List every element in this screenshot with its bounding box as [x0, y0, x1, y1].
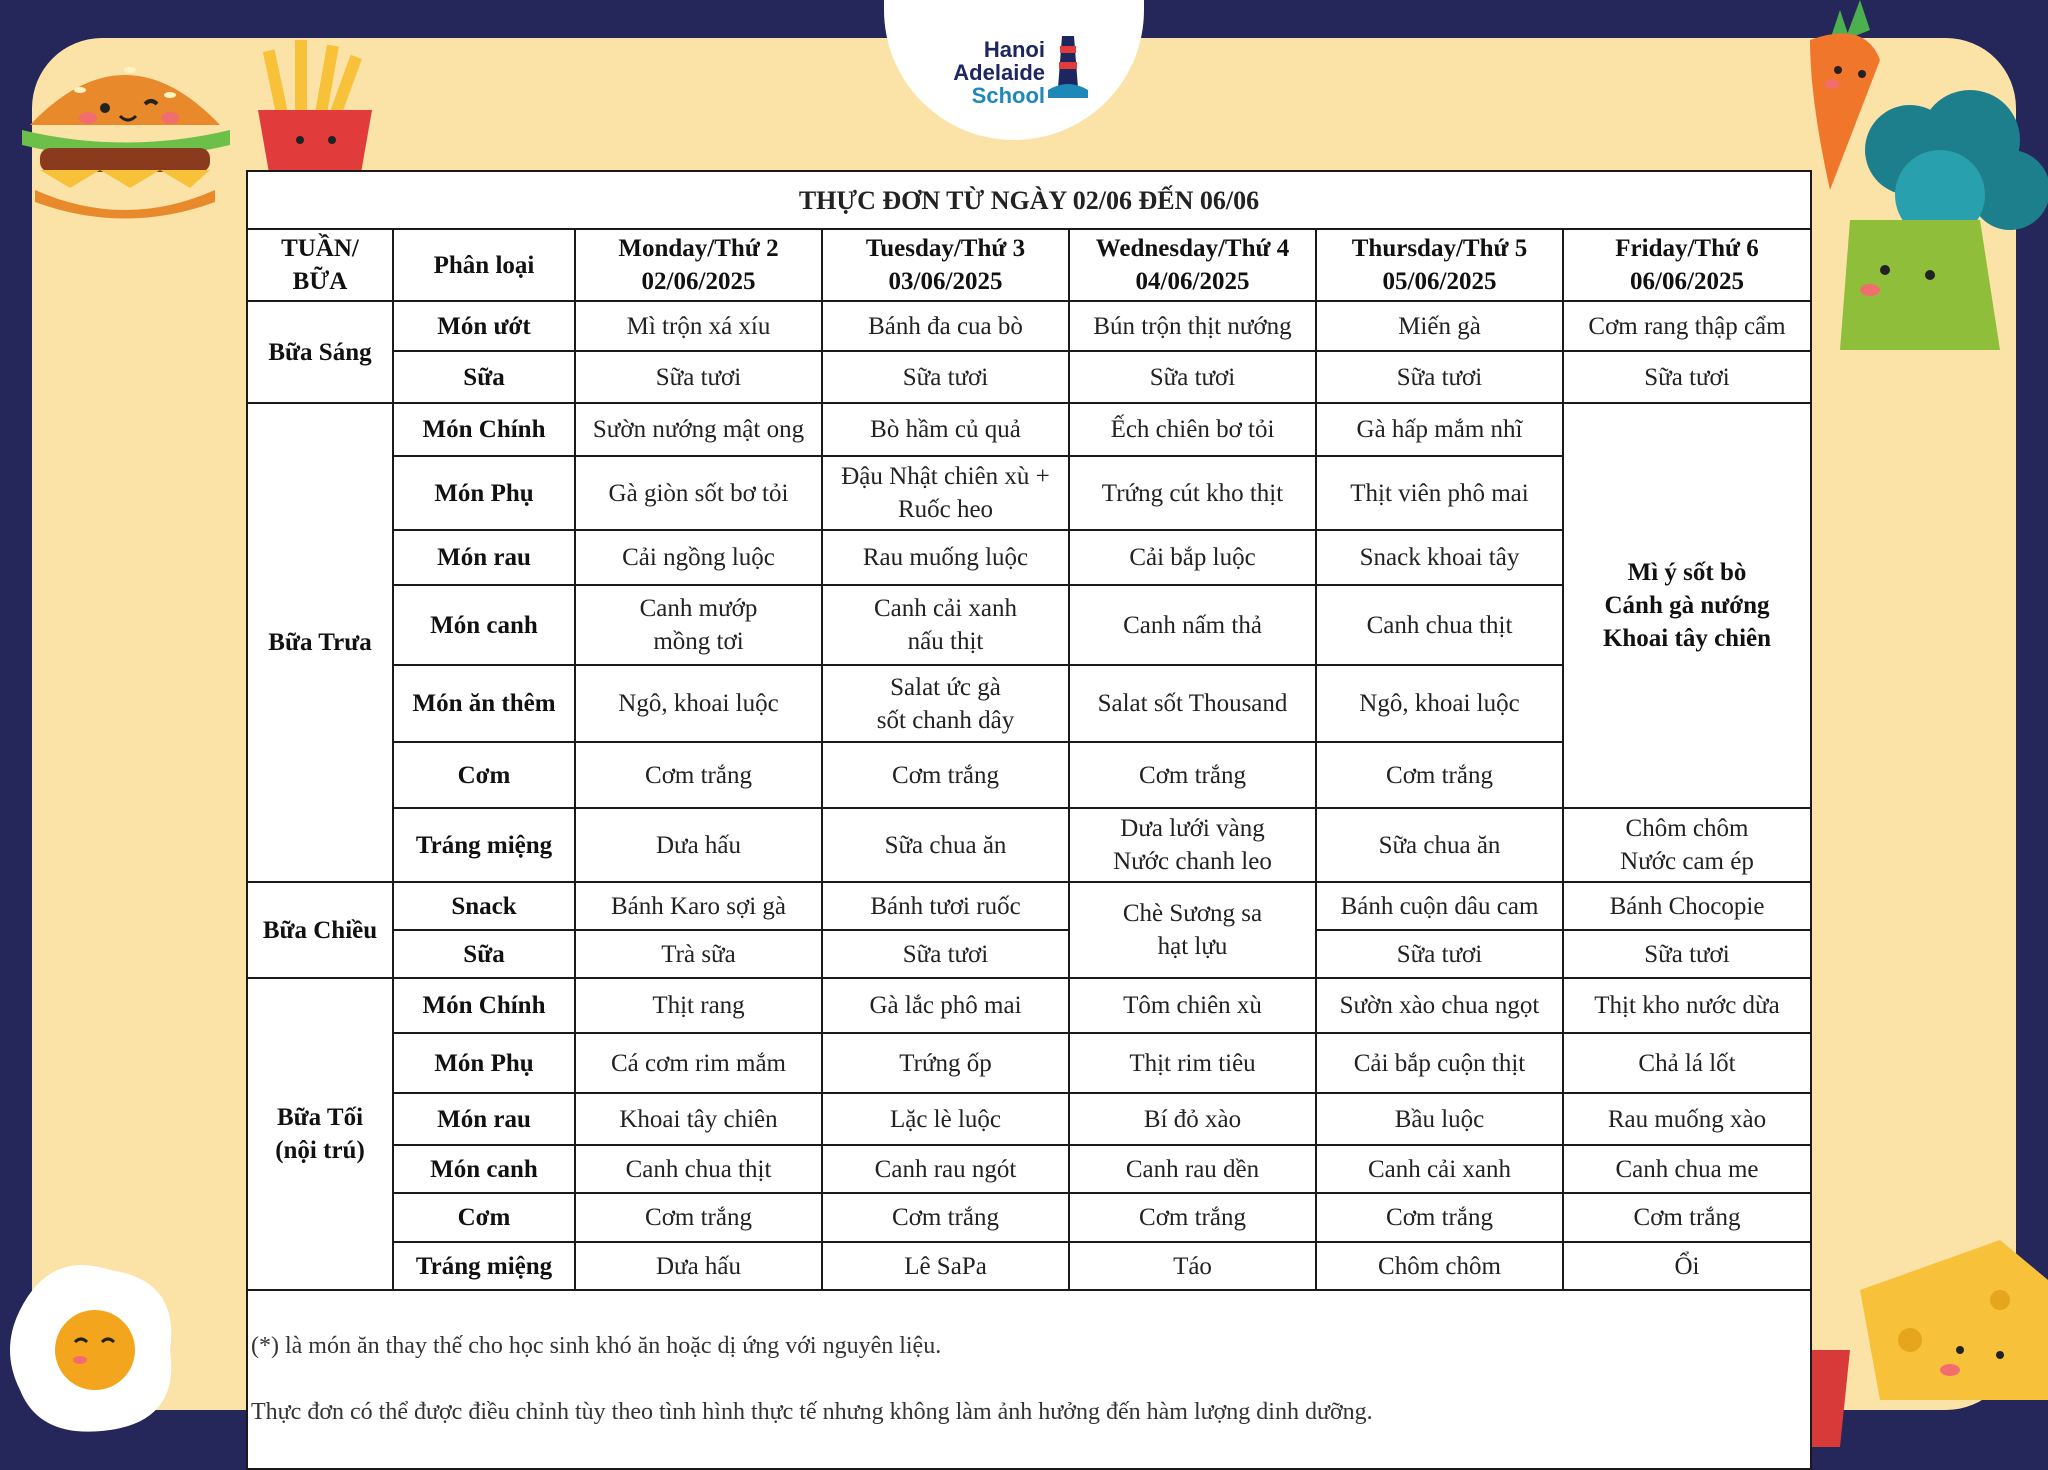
dish-cell: Salat ức gà sốt chanh dây [822, 665, 1069, 742]
dish-cell: Sữa chua ăn [822, 808, 1069, 882]
dish-cell: Đậu Nhật chiên xù + Ruốc heo [822, 456, 1069, 530]
dish-cell: Cơm trắng [575, 742, 822, 808]
dish-cell: Gà hấp mắm nhĩ [1316, 403, 1563, 456]
dish-cell: Cải bắp cuộn thịt [1316, 1033, 1563, 1093]
dish-cell: Snack khoai tây [1316, 530, 1563, 585]
dish-cell: Cơm trắng [575, 1193, 822, 1242]
dish-cell: Khoai tây chiên [575, 1093, 822, 1145]
dish-cell: Sữa chua ăn [1316, 808, 1563, 882]
dish-cell: Cơm trắng [1563, 1193, 1811, 1242]
dish-cell: Cá cơm rim mắm [575, 1033, 822, 1093]
dish-cell: Ổi [1563, 1242, 1811, 1290]
dish-cell: Bánh cuộn dâu cam [1316, 882, 1563, 930]
dish-cell: Sữa tươi [1563, 351, 1811, 403]
lighthouse-icon [1048, 28, 1088, 98]
dish-cell: Bánh tươi ruốc [822, 882, 1069, 930]
dish-cell: Canh chua thịt [575, 1145, 822, 1193]
header-day-wednesday: Wednesday/Thứ 4 04/06/2025 [1069, 229, 1316, 301]
dish-cell: Chả lá lốt [1563, 1033, 1811, 1093]
dish-cell: Ngô, khoai luộc [1316, 665, 1563, 742]
category-cell: Món ướt [393, 301, 575, 351]
footnotes [247, 1290, 1811, 1469]
category-cell: Món canh [393, 1145, 575, 1193]
egg-illustration [0, 1250, 190, 1447]
table-row [247, 1145, 1811, 1193]
menu-table [246, 170, 1812, 1470]
dish-cell: Cơm trắng [1069, 742, 1316, 808]
category-cell: Tráng miệng [393, 1242, 575, 1290]
logo-line-3: School [971, 83, 1045, 108]
dish-cell: Lặc lè luộc [822, 1093, 1069, 1145]
logo-line-2: Adelaide [953, 60, 1045, 85]
dish-cell: Lê SaPa [822, 1242, 1069, 1290]
dish-cell: Canh chua thịt [1316, 585, 1563, 665]
category-cell: Sữa [393, 930, 575, 978]
header-day-monday: Monday/Thứ 2 02/06/2025 [575, 229, 822, 301]
category-cell: Cơm [393, 1193, 575, 1242]
dish-cell: Bún trộn thịt nướng [1069, 301, 1316, 351]
dish-cell: Canh rau ngót [822, 1145, 1069, 1193]
dish-cell: Sữa tươi [1316, 930, 1563, 978]
category-cell: Món Phụ [393, 456, 575, 530]
category-cell: Món rau [393, 1093, 575, 1145]
dish-cell: Trà sữa [575, 930, 822, 978]
dish-cell: Sữa tươi [1316, 351, 1563, 403]
meal-label-dinner: Bữa Tối (nội trú) [247, 978, 393, 1290]
dish-cell: Thịt rang [575, 978, 822, 1033]
category-cell: Món Chính [393, 403, 575, 456]
table-row [247, 978, 1811, 1033]
dish-cell: Canh chua me [1563, 1145, 1811, 1193]
category-cell: Cơm [393, 742, 575, 808]
dish-cell: Dưa lưới vàng Nước chanh leo [1069, 808, 1316, 882]
friday-lunch-special: Mì ý sốt bò Cánh gà nướng Khoai tây chiên [1563, 403, 1811, 808]
table-row [247, 351, 1811, 403]
dish-cell: Cơm rang thập cẩm [1563, 301, 1811, 351]
dish-cell: Cơm trắng [1316, 742, 1563, 808]
dish-cell: Sườn nướng mật ong [575, 403, 822, 456]
category-cell: Món Chính [393, 978, 575, 1033]
dish-cell: Rau muống xào [1563, 1093, 1811, 1145]
table-row [247, 1033, 1811, 1093]
dish-cell: Cơm trắng [1069, 1193, 1316, 1242]
table-row [247, 1242, 1811, 1290]
dish-cell: Táo [1069, 1242, 1316, 1290]
table-row [247, 1093, 1811, 1145]
dish-cell: Bánh Karo sợi gà [575, 882, 822, 930]
header-day-thursday: Thursday/Thứ 5 05/06/2025 [1316, 229, 1563, 301]
header-day-tuesday: Tuesday/Thứ 3 03/06/2025 [822, 229, 1069, 301]
header-category: Phân loại [393, 229, 575, 301]
dish-cell: Bí đỏ xào [1069, 1093, 1316, 1145]
dish-cell: Canh cải xanh nấu thịt [822, 585, 1069, 665]
dish-cell: Bò hầm củ quả [822, 403, 1069, 456]
fries-illustration [240, 40, 390, 190]
dish-cell: Chôm chôm Nước cam ép [1563, 808, 1811, 882]
dish-cell: Sườn xào chua ngọt [1316, 978, 1563, 1033]
meal-label-breakfast: Bữa Sáng [247, 301, 393, 403]
dish-cell: Salat sốt Thousand [1069, 665, 1316, 742]
dish-cell: Cải ngồng luộc [575, 530, 822, 585]
dish-cell: Bầu luộc [1316, 1093, 1563, 1145]
dish-cell: Thịt viên phô mai [1316, 456, 1563, 530]
dish-cell: Canh cải xanh [1316, 1145, 1563, 1193]
category-cell: Món Phụ [393, 1033, 575, 1093]
table-row [247, 808, 1811, 882]
menu-title: THỰC ĐƠN TỪ NGÀY 02/06 ĐẾN 06/06 [247, 171, 1811, 229]
dish-cell: Cơm trắng [822, 1193, 1069, 1242]
dish-cell: Sữa tươi [822, 351, 1069, 403]
wednesday-afternoon-combined: Chè Sương sa hạt lựu [1069, 882, 1316, 978]
dish-cell: Sữa tươi [1563, 930, 1811, 978]
dish-cell: Chôm chôm [1316, 1242, 1563, 1290]
school-logo [940, 38, 1045, 107]
dish-cell: Miến gà [1316, 301, 1563, 351]
dish-cell: Dưa hấu [575, 1242, 822, 1290]
category-cell: Tráng miệng [393, 808, 575, 882]
header-week-meal: TUẦN/ BỮA [247, 229, 393, 301]
burger-illustration [10, 30, 240, 230]
table-row [247, 930, 1811, 978]
dish-cell: Bánh Chocopie [1563, 882, 1811, 930]
dish-cell: Gà giòn sốt bơ tỏi [575, 456, 822, 530]
cheese-illustration [1850, 1230, 2048, 1420]
dish-cell: Canh nấm thả [1069, 585, 1316, 665]
dish-cell: Sữa tươi [1069, 351, 1316, 403]
dish-cell: Trứng ốp [822, 1033, 1069, 1093]
dish-cell: Trứng cút kho thịt [1069, 456, 1316, 530]
dish-cell: Cơm trắng [1316, 1193, 1563, 1242]
footnote-substitution: (*) là món ăn thay thế cho học sinh khó ăn hoặc dị ứng với nguyên liệu. [251, 1333, 942, 1359]
category-cell: Món canh [393, 585, 575, 665]
table-row [247, 882, 1811, 930]
dish-cell: Sữa tươi [822, 930, 1069, 978]
dish-cell: Canh rau dền [1069, 1145, 1316, 1193]
header-day-friday: Friday/Thứ 6 06/06/2025 [1563, 229, 1811, 301]
meal-label-lunch: Bữa Trưa [247, 403, 393, 882]
broccoli-illustration [1840, 90, 2048, 350]
table-row [247, 1193, 1811, 1242]
dish-cell: Thịt rim tiêu [1069, 1033, 1316, 1093]
logo-line-1: Hanoi [983, 37, 1045, 62]
category-cell: Món rau [393, 530, 575, 585]
dish-cell: Thịt kho nước dừa [1563, 978, 1811, 1033]
dish-cell: Canh mướp mồng tơi [575, 585, 822, 665]
dish-cell: Ngô, khoai luộc [575, 665, 822, 742]
dish-cell: Cải bắp luộc [1069, 530, 1316, 585]
dish-cell: Ếch chiên bơ tỏi [1069, 403, 1316, 456]
dish-cell: Rau muống luộc [822, 530, 1069, 585]
table-row [247, 301, 1811, 351]
dish-cell: Sữa tươi [575, 351, 822, 403]
dish-cell: Cơm trắng [822, 742, 1069, 808]
category-cell: Món ăn thêm [393, 665, 575, 742]
category-cell: Sữa [393, 351, 575, 403]
dish-cell: Mì trộn xá xíu [575, 301, 822, 351]
footnote-adjustment: Thực đơn có thể được điều chỉnh tùy theo tình hình thực tế nhưng không làm ảnh hưởng đến hàm lượng dinh dưỡng. [251, 1399, 1373, 1425]
table-row [247, 403, 1811, 456]
dish-cell: Gà lắc phô mai [822, 978, 1069, 1033]
dish-cell: Dưa hấu [575, 808, 822, 882]
meal-label-afternoon: Bữa Chiều [247, 882, 393, 978]
dish-cell: Bánh đa cua bò [822, 301, 1069, 351]
category-cell: Snack [393, 882, 575, 930]
dish-cell: Tôm chiên xù [1069, 978, 1316, 1033]
